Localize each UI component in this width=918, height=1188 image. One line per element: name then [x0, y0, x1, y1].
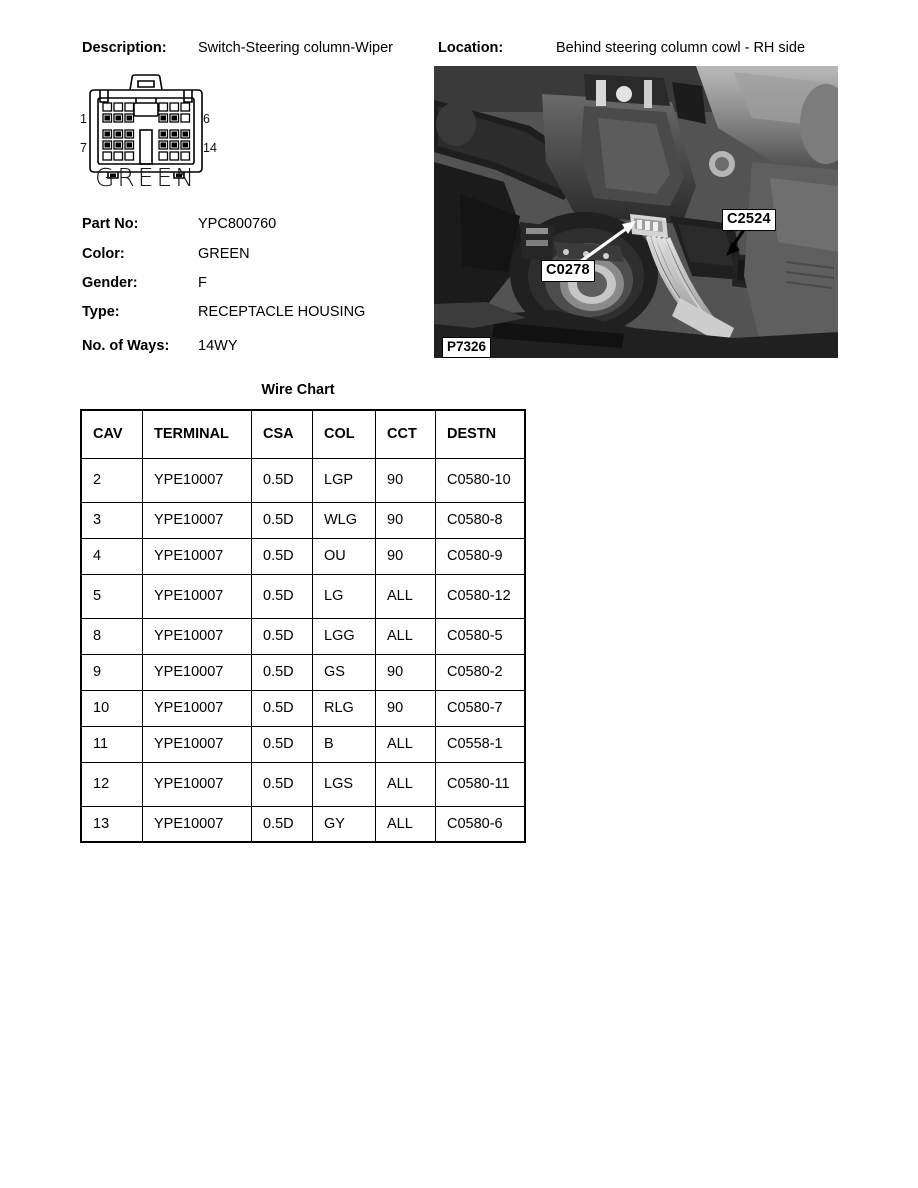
cell-csa: 0.5D — [252, 806, 313, 842]
column-header-terminal: TERMINAL — [143, 410, 252, 458]
cell-terminal: YPE10007 — [143, 726, 252, 762]
cell-terminal: YPE10007 — [143, 806, 252, 842]
cell-cct: 90 — [376, 458, 436, 502]
cell-terminal: YPE10007 — [143, 618, 252, 654]
cell-terminal: YPE10007 — [143, 538, 252, 574]
table-row — [81, 726, 525, 762]
table-row — [81, 458, 525, 502]
spec-value-gender: F — [198, 275, 207, 291]
spec-label-no-of-ways: No. of Ways: — [82, 338, 170, 354]
cell-destn: C0580-5 — [436, 618, 526, 654]
table-row — [81, 762, 525, 806]
cell-col: B — [313, 726, 376, 762]
cell-col: GS — [313, 654, 376, 690]
spec-value-part-no: YPC800760 — [198, 216, 277, 232]
cell-cct: ALL — [376, 806, 436, 842]
cell-cav: 3 — [81, 502, 143, 538]
cell-cct: ALL — [376, 762, 436, 806]
cell-destn: C0580-2 — [436, 654, 526, 690]
spec-value-type: RECEPTACLE HOUSING — [198, 304, 366, 320]
cell-cct: ALL — [376, 618, 436, 654]
cell-cav: 8 — [81, 618, 143, 654]
cell-cct: 90 — [376, 502, 436, 538]
cell-cav: 5 — [81, 574, 143, 618]
cell-cav: 2 — [81, 458, 143, 502]
column-header-col: COL — [313, 410, 376, 458]
cell-cct: 90 — [376, 654, 436, 690]
table-header-row — [81, 410, 525, 458]
cell-col: GY — [313, 806, 376, 842]
cell-cav: 10 — [81, 690, 143, 726]
cell-cav: 11 — [81, 726, 143, 762]
spec-label-part-no: Part No: — [82, 216, 139, 232]
cell-col: LGG — [313, 618, 376, 654]
cell-destn: C0580-10 — [436, 458, 526, 502]
cell-cav: 13 — [81, 806, 143, 842]
photo-callout-c0278: C0278 — [541, 260, 595, 282]
cell-destn: C0558-1 — [436, 726, 526, 762]
cell-csa: 0.5D — [252, 654, 313, 690]
cell-terminal: YPE10007 — [143, 762, 252, 806]
description-value: Switch-Steering column-Wiper — [198, 40, 394, 56]
table-row — [81, 654, 525, 690]
cell-col: LG — [313, 574, 376, 618]
connector-color-caption: GREEN — [94, 163, 198, 192]
cell-csa: 0.5D — [252, 502, 313, 538]
cell-terminal: YPE10007 — [143, 574, 252, 618]
wire-chart-title: Wire Chart — [261, 382, 335, 398]
wire-chart-table — [80, 409, 526, 843]
connector-pin-1-label: 1 — [80, 112, 87, 126]
photo-callout-c2524: C2524 — [722, 209, 776, 231]
cell-col: LGS — [313, 762, 376, 806]
cell-cav: 4 — [81, 538, 143, 574]
connector-pin-7-label: 7 — [80, 141, 87, 155]
cell-cct: 90 — [376, 690, 436, 726]
connector-pin-14-label: 14 — [203, 141, 217, 155]
cell-cct: ALL — [376, 574, 436, 618]
cell-csa: 0.5D — [252, 762, 313, 806]
spec-value-color: GREEN — [198, 246, 250, 262]
cell-terminal: YPE10007 — [143, 458, 252, 502]
cell-csa: 0.5D — [252, 726, 313, 762]
connector-pin-6-label: 6 — [203, 112, 210, 126]
table-row — [81, 574, 525, 618]
cell-csa: 0.5D — [252, 618, 313, 654]
cell-csa: 0.5D — [252, 458, 313, 502]
cell-cav: 12 — [81, 762, 143, 806]
connector-location-photo — [434, 66, 838, 358]
table-row — [81, 618, 525, 654]
cell-destn: C0580-12 — [436, 574, 526, 618]
column-header-destn: DESTN — [436, 410, 526, 458]
cell-destn: C0580-11 — [436, 762, 526, 806]
photo-id-label: P7326 — [442, 337, 491, 358]
cell-cct: ALL — [376, 726, 436, 762]
description-label: Description: — [82, 40, 167, 56]
cell-destn: C0580-8 — [436, 502, 526, 538]
column-header-csa: CSA — [252, 410, 313, 458]
cell-terminal: YPE10007 — [143, 654, 252, 690]
cell-csa: 0.5D — [252, 574, 313, 618]
cell-col: LGP — [313, 458, 376, 502]
spec-label-color: Color: — [82, 246, 125, 262]
location-label: Location: — [438, 40, 504, 56]
cell-terminal: YPE10007 — [143, 502, 252, 538]
spec-value-no-of-ways: 14WY — [198, 338, 238, 354]
cell-cct: 90 — [376, 538, 436, 574]
cell-destn: C0580-7 — [436, 690, 526, 726]
cell-csa: 0.5D — [252, 690, 313, 726]
cell-destn: C0580-6 — [436, 806, 526, 842]
table-row — [81, 806, 525, 842]
spec-label-gender: Gender: — [82, 275, 138, 291]
cell-terminal: YPE10007 — [143, 690, 252, 726]
table-row — [81, 502, 525, 538]
cell-col: RLG — [313, 690, 376, 726]
table-row — [81, 690, 525, 726]
cell-destn: C0580-9 — [436, 538, 526, 574]
cell-col: OU — [313, 538, 376, 574]
cell-csa: 0.5D — [252, 538, 313, 574]
column-header-cav: CAV — [81, 410, 143, 458]
cell-col: WLG — [313, 502, 376, 538]
cell-cav: 9 — [81, 654, 143, 690]
table-row — [81, 538, 525, 574]
column-header-cct: CCT — [376, 410, 436, 458]
location-value: Behind steering column cowl - RH side — [556, 40, 806, 56]
spec-label-type: Type: — [82, 304, 120, 320]
